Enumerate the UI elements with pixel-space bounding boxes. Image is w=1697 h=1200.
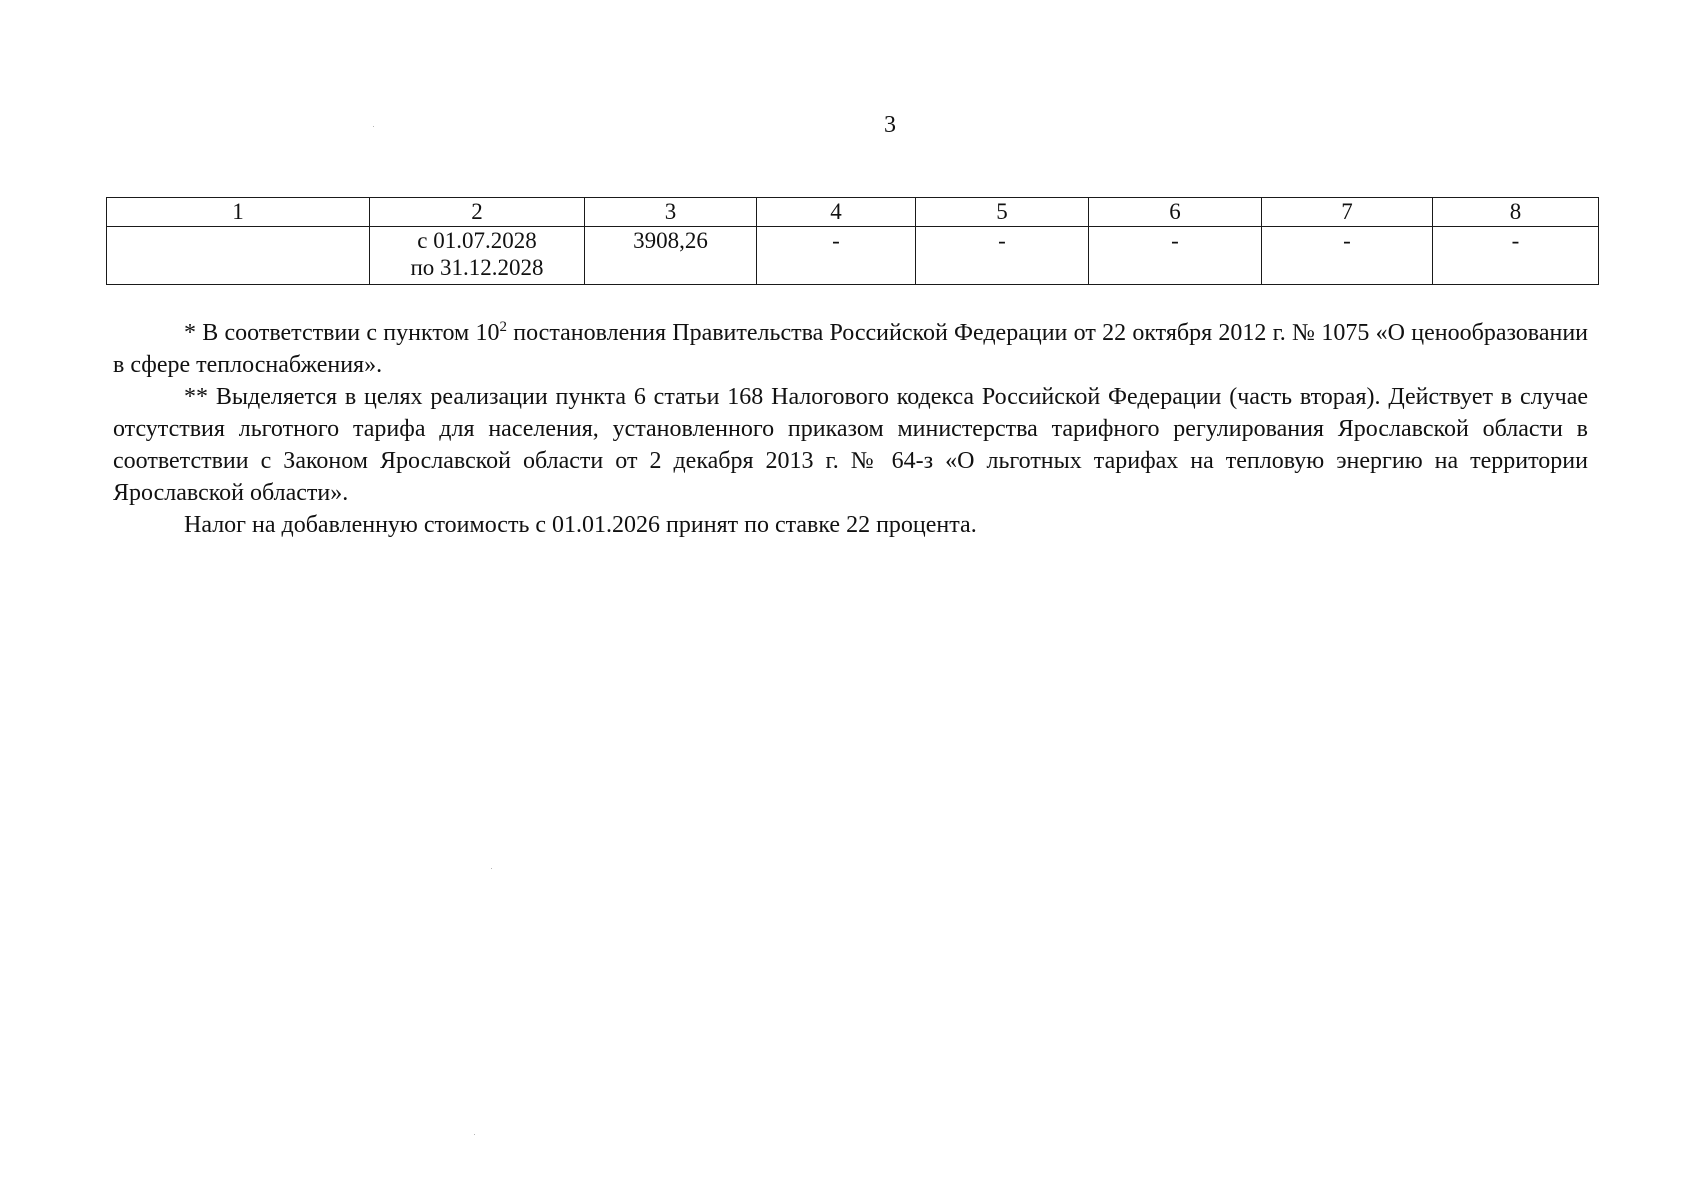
cell-tariff-value: 3908,26 [585,227,757,285]
column-number-6: 6 [1089,198,1262,227]
tariff-table [106,197,1599,285]
column-number-5: 5 [916,198,1089,227]
column-number-7: 7 [1262,198,1433,227]
cell-col6: - [1089,227,1262,285]
cell-col5: - [916,227,1089,285]
scan-speck [474,1134,475,1135]
scan-speck [373,126,374,127]
footnote-1-text-start: * В соответствии с пунктом 10 [184,320,500,346]
footnote-1-superscript: 2 [499,319,507,335]
footnote-1-text-end: постановления Правительства Российской Федерации от 22 октября 2012 г. № 1075 «О ценообразовании в сфере теплоснабжения». [113,320,1589,378]
column-number-4: 4 [757,198,916,227]
scan-speck [491,868,492,869]
page-number: 3 [884,112,896,138]
footnote-single-asterisk [113,317,1588,381]
column-number-2: 2 [370,198,585,227]
footnotes [113,317,1588,541]
column-number-8: 8 [1433,198,1599,227]
table-row [107,227,1599,285]
column-number-1: 1 [107,198,370,227]
cell-period [370,227,585,285]
period-from: с 01.07.2028 [417,228,537,253]
table-header-row [107,198,1599,227]
column-number-3: 3 [585,198,757,227]
vat-note: Налог на добавленную стоимость с 01.01.2026 принят по ставке 22 процента. [184,512,977,538]
cell-col1 [107,227,370,285]
period-to: по 31.12.2028 [410,255,544,280]
cell-col4: - [757,227,916,285]
cell-col7: - [1262,227,1433,285]
cell-col8: - [1433,227,1599,285]
footnote-double-asterisk: ** Выделяется в целях реализации пункта 6 статьи 168 Налогового кодекса Российской Федерации (часть вторая). Действует в случае отсутствия льготного тарифа для населения, установленного приказом министерства тарифного регулирования Ярославской области в соответствии с Законом Ярославской области от 2 декабря 2013 г. № 64-з «О льготных тарифах на тепловую энергию на территории Ярославской области». [113,384,1588,506]
